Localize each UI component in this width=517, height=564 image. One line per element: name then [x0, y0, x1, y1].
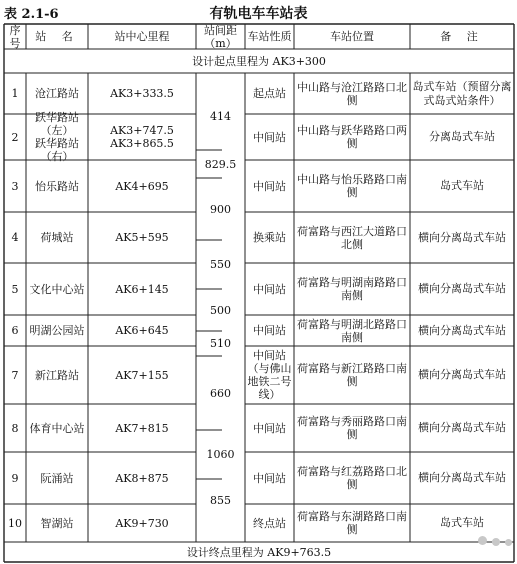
station-seq: 9 [11, 471, 19, 485]
station-seq: 4 [11, 231, 19, 244]
station-name: 明湖公园站 [29, 324, 85, 337]
station-mileage: AK9+730 [115, 516, 169, 530]
header-seq: 序号 [9, 23, 21, 50]
station-remark: 岛式车站（预留分离式岛式站条件） [412, 79, 512, 107]
header-distance: 站间距（m） [204, 23, 237, 50]
station-seq: 1 [11, 87, 19, 100]
station-name: 文化中心站 [29, 282, 85, 296]
station-seq: 5 [11, 282, 19, 296]
header-nature: 车站性质 [247, 30, 292, 43]
station-seq: 2 [11, 130, 19, 144]
station-remark: 横向分离岛式车站 [418, 230, 506, 244]
station-nature: 中间站 [253, 130, 286, 144]
station-nature: 中间站 [253, 179, 286, 193]
station-mileage: AK6+645 [115, 324, 169, 337]
header-remark: 备 注 [440, 30, 484, 43]
station-location: 荷富路与东湖路路口南侧 [297, 510, 407, 536]
station-nature: 终点站 [253, 516, 286, 530]
station-distance: 510 [210, 337, 231, 350]
station-distance: 414 [210, 110, 231, 123]
table-title: 有轨电车车站表 [209, 6, 308, 22]
station-nature: 中间站 [253, 471, 286, 485]
station-distance: 900 [210, 202, 231, 216]
station-distance: 855 [210, 493, 231, 507]
station-location: 荷富路与明湖南路路口南侧 [297, 276, 407, 302]
station-name: 荷城站 [40, 231, 74, 244]
station-distance: 550 [210, 258, 231, 271]
table-number: 表 2.1-6 [4, 7, 59, 22]
station-mileage: AK3+333.5 [110, 87, 174, 100]
station-nature: 换乘站 [253, 231, 286, 244]
station-location: 中山路与跃华路路口两侧 [297, 124, 407, 150]
station-remark: 岛式车站 [440, 179, 484, 192]
start-mileage-row: 设计起点里程为 AK3+300 [192, 54, 326, 68]
station-name: 怡乐路站 [35, 179, 79, 193]
watermark-dot [492, 538, 500, 546]
watermark-dot [478, 536, 487, 545]
station-seq: 8 [11, 421, 19, 435]
station-distance: 829.5 [204, 157, 237, 171]
station-location: 荷富路与新江路路口南侧 [297, 362, 407, 388]
station-name: 智湖站 [40, 516, 74, 530]
station-remark: 横向分离岛式车站 [418, 323, 506, 337]
station-location: 荷富路与西江大道路口北侧 [297, 224, 407, 251]
end-mileage-row: 设计终点里程为 AK9+763.5 [186, 545, 332, 559]
station-name: 体育中心站 [29, 421, 85, 435]
station-location: 荷富路与秀丽路路口南侧 [297, 415, 407, 441]
watermark-dot [505, 539, 512, 546]
station-nature: 中间站 [253, 421, 286, 435]
header-name: 站 名 [35, 30, 79, 43]
station-remark: 分离岛式车站 [429, 130, 495, 143]
station-remark: 横向分离岛式车站 [418, 368, 506, 381]
station-seq: 7 [11, 368, 19, 382]
station-nature: 中间站 [253, 324, 286, 337]
station-name: 跃华路站（左） 跃华路站（右） [35, 111, 79, 163]
header-mileage: 站中心里程 [114, 30, 170, 43]
station-distance: 500 [210, 303, 231, 317]
station-mileage: AK7+155 [115, 368, 169, 382]
station-mileage: AK6+145 [115, 282, 169, 296]
station-seq: 10 [8, 516, 22, 530]
station-remark: 岛式车站 [440, 516, 484, 529]
station-mileage: AK3+747.5 AK3+865.5 [110, 124, 174, 150]
station-remark: 横向分离岛式车站 [418, 421, 506, 434]
station-name: 阮涌站 [40, 471, 74, 485]
station-location: 荷富路与明湖北路路口南侧 [297, 317, 407, 344]
station-remark: 横向分离岛式车站 [418, 471, 506, 484]
station-distance: 1060 [206, 448, 235, 461]
header-location: 车站位置 [330, 30, 374, 43]
station-seq: 6 [11, 324, 19, 337]
station-remark: 横向分离岛式车站 [418, 282, 506, 295]
station-mileage: AK5+595 [115, 231, 169, 244]
station-name: 沧江路站 [35, 87, 79, 100]
station-nature: 起点站 [253, 87, 286, 100]
station-mileage: AK4+695 [115, 179, 169, 193]
station-mileage: AK8+875 [115, 471, 169, 485]
station-mileage: AK7+815 [115, 421, 169, 435]
station-location: 荷富路与红荔路路口北侧 [297, 465, 407, 491]
station-location: 中山路与沧江路路口北侧 [297, 80, 407, 107]
station-name: 新江路站 [35, 368, 79, 382]
station-nature: 中间站（与佛山地铁二号线） [247, 349, 292, 401]
station-seq: 3 [11, 179, 19, 193]
station-location: 中山路与怡乐路路口南侧 [297, 173, 407, 199]
station-distance: 660 [210, 386, 231, 400]
station-nature: 中间站 [253, 282, 286, 296]
